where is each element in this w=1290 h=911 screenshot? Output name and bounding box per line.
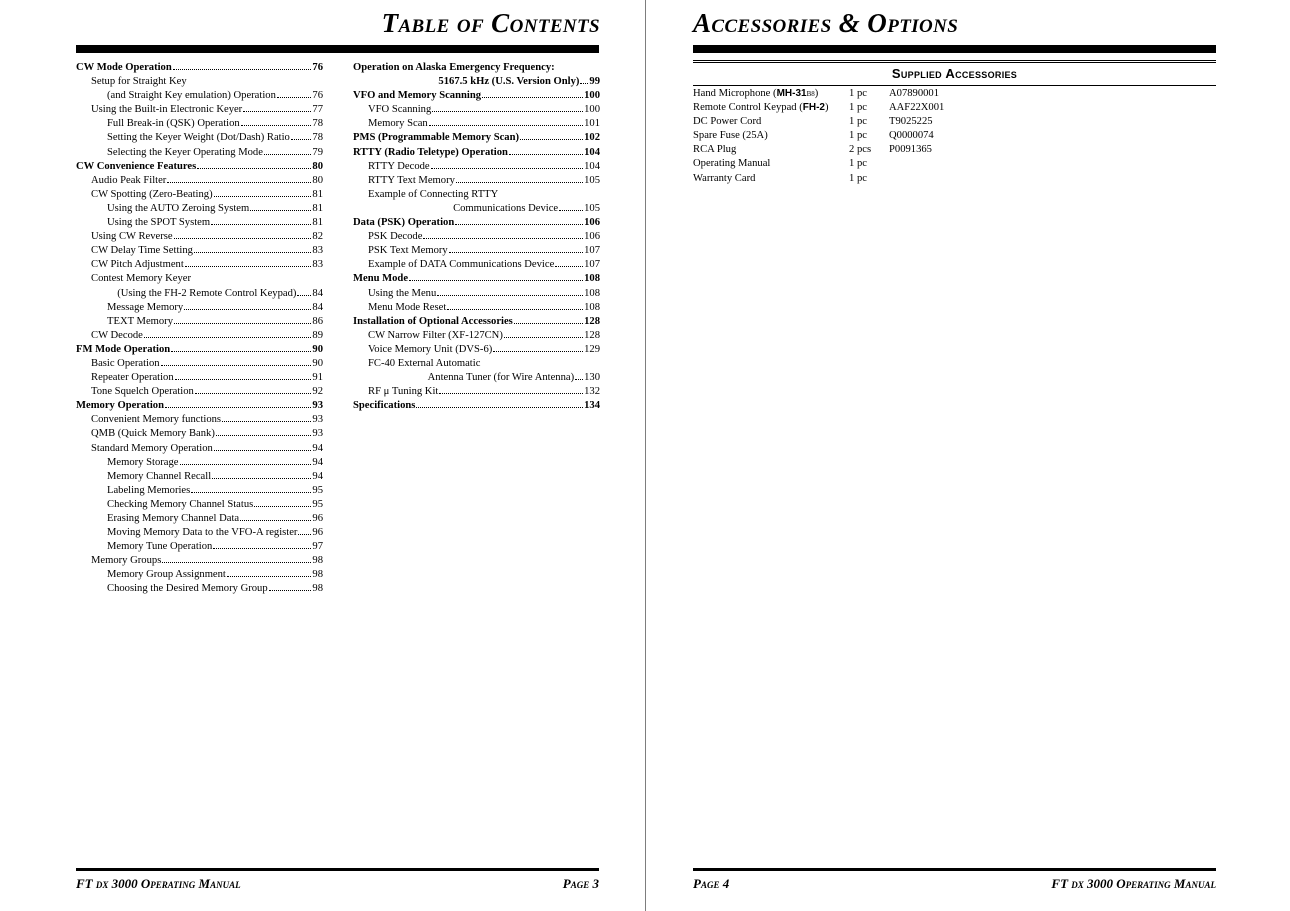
toc-dot-leader bbox=[180, 464, 312, 465]
toc-entry-label: Using the Built-in Electronic Keyer bbox=[91, 104, 243, 116]
toc-entry-label: Example of DATA Communications Device bbox=[368, 259, 555, 271]
toc-entry[interactable] bbox=[76, 413, 323, 427]
toc-entry[interactable] bbox=[353, 315, 600, 329]
toc-page-number: 104 bbox=[584, 146, 600, 158]
toc-page-number: 132 bbox=[584, 386, 600, 398]
toc-entry-label: Using the AUTO Zeroing System bbox=[107, 202, 250, 214]
right-footer-rule bbox=[693, 868, 1216, 871]
toc-entry[interactable] bbox=[353, 146, 600, 160]
toc-dot-leader bbox=[269, 590, 312, 591]
toc-page-number: 94 bbox=[312, 470, 323, 482]
toc-entry[interactable] bbox=[76, 343, 323, 357]
supplied-accessories-table bbox=[693, 87, 1009, 186]
toc-entry[interactable] bbox=[76, 540, 323, 554]
toc-entry-label: QMB (Quick Memory Bank) bbox=[91, 428, 215, 440]
toc-entry-label: CW Spotting (Zero-Beating) bbox=[91, 188, 213, 200]
toc-entry-label: Message Memory bbox=[107, 301, 184, 313]
toc-column-left bbox=[76, 61, 323, 597]
toc-dot-leader bbox=[214, 450, 312, 451]
toc-entry-label: CW Decode bbox=[91, 329, 143, 341]
accessory-part-number: Q0000074 bbox=[889, 130, 934, 142]
toc-page-number: 101 bbox=[584, 118, 600, 130]
toc-column-right bbox=[353, 61, 600, 413]
toc-dot-leader bbox=[185, 266, 312, 267]
toc-entry-label: Memory Tune Operation bbox=[107, 541, 213, 553]
accessory-name bbox=[693, 143, 849, 157]
accessory-name-text: Hand Microphone ( bbox=[693, 88, 777, 99]
toc-dot-leader bbox=[455, 224, 583, 225]
toc-entry-label: (and Straight Key emulation) Operation bbox=[107, 90, 276, 102]
toc-page-number: 93 bbox=[312, 400, 323, 412]
page-spread-divider bbox=[645, 0, 646, 911]
toc-entry[interactable] bbox=[76, 103, 323, 117]
toc-dot-leader bbox=[482, 97, 583, 98]
toc-page-number: 92 bbox=[312, 386, 323, 398]
toc-entry-label: Memory Groups bbox=[91, 555, 162, 567]
toc-entry[interactable] bbox=[76, 582, 323, 596]
toc-entry[interactable] bbox=[353, 287, 600, 301]
toc-page-number: 93 bbox=[312, 428, 323, 440]
right-footer-manual-title: FT dx 3000 Operating Manual bbox=[1051, 876, 1216, 891]
toc-page-number: 96 bbox=[312, 527, 323, 539]
toc-page-number: 81 bbox=[312, 202, 323, 214]
toc-dot-leader bbox=[291, 139, 312, 140]
toc-dot-leader bbox=[297, 295, 311, 296]
toc-dot-leader bbox=[432, 111, 583, 112]
toc-dot-leader bbox=[437, 295, 583, 296]
toc-entry-label: Memory Scan bbox=[368, 118, 428, 130]
toc-dot-leader bbox=[409, 280, 583, 281]
toc-entry[interactable] bbox=[76, 568, 323, 582]
toc-dot-leader bbox=[250, 210, 311, 211]
toc-page-number: 76 bbox=[312, 90, 323, 102]
toc-dot-leader bbox=[214, 196, 312, 197]
toc-dot-leader bbox=[165, 407, 311, 408]
toc-entry[interactable] bbox=[76, 230, 323, 244]
toc-entry[interactable] bbox=[76, 61, 323, 75]
accessory-quantity: 1 pc bbox=[849, 172, 867, 184]
toc-page-number: 98 bbox=[312, 569, 323, 581]
toc-page-number: 106 bbox=[584, 217, 600, 229]
accessory-part-number bbox=[889, 157, 1009, 171]
toc-entry-label: Moving Memory Data to the VFO-A register bbox=[107, 527, 298, 539]
left-footer-manual-title: FT dx 3000 Operating Manual bbox=[76, 876, 241, 891]
toc-entry-label: CW Convenience Features bbox=[76, 160, 197, 172]
accessory-name-close: ) bbox=[814, 88, 819, 99]
accessory-row bbox=[693, 143, 1009, 157]
toc-entry-label: (Using the FH-2 Remote Control Keypad) bbox=[117, 287, 297, 299]
toc-dot-leader bbox=[456, 182, 583, 183]
accessory-name bbox=[693, 101, 849, 115]
toc-entry-label: Using the Menu bbox=[368, 287, 437, 299]
left-footer-page-number: Page 3 bbox=[562, 876, 599, 891]
toc-entry[interactable] bbox=[76, 216, 323, 230]
accessory-quantity: 1 pc bbox=[849, 88, 867, 99]
toc-entry-label: Tone Squelch Operation bbox=[91, 386, 194, 398]
toc-entry[interactable] bbox=[76, 427, 323, 441]
toc-page-number: 81 bbox=[312, 217, 323, 229]
accessory-row bbox=[693, 157, 1009, 171]
toc-page-number: 134 bbox=[584, 400, 600, 412]
toc-entry-label: TEXT Memory bbox=[107, 315, 174, 327]
toc-entry[interactable] bbox=[353, 160, 600, 174]
accessory-quantity: 1 pc bbox=[849, 116, 867, 128]
toc-entry-label: Choosing the Desired Memory Group bbox=[107, 583, 268, 595]
accessory-name-text: Warranty Card bbox=[693, 172, 756, 184]
accessory-name-text: Spare Fuse (25A) bbox=[693, 130, 768, 142]
toc-entry[interactable] bbox=[76, 554, 323, 568]
toc-entry[interactable] bbox=[76, 442, 323, 456]
toc-entry[interactable] bbox=[76, 188, 323, 202]
toc-entry[interactable] bbox=[76, 498, 323, 512]
toc-page-number: 94 bbox=[312, 442, 323, 454]
toc-page-number: 98 bbox=[312, 555, 323, 567]
toc-dot-leader bbox=[194, 252, 311, 253]
toc-page-number: 78 bbox=[312, 132, 323, 144]
toc-dot-leader bbox=[520, 139, 583, 140]
toc-entry-label: Antenna Tuner (for Wire Antenna) bbox=[427, 372, 575, 384]
accessory-row bbox=[693, 87, 1009, 101]
toc-entry[interactable] bbox=[76, 526, 323, 540]
toc-page-number: 100 bbox=[584, 104, 600, 116]
toc-entry-label: Installation of Optional Accessories bbox=[353, 315, 513, 327]
toc-entry-label: Memory Group Assignment bbox=[107, 569, 226, 581]
toc-dot-leader bbox=[431, 168, 583, 169]
toc-entry[interactable] bbox=[76, 89, 323, 103]
toc-entry-label: Audio Peak Filter bbox=[91, 174, 167, 186]
toc-dot-leader bbox=[174, 323, 311, 324]
toc-entry[interactable] bbox=[76, 117, 323, 131]
toc-entry[interactable] bbox=[353, 131, 600, 145]
toc-dot-leader bbox=[439, 393, 583, 394]
accessory-name-text: DC Power Cord bbox=[693, 116, 762, 128]
toc-entry-label: Menu Mode Reset bbox=[368, 301, 447, 313]
toc-dot-leader bbox=[162, 562, 311, 563]
toc-page-number: 91 bbox=[312, 372, 323, 384]
toc-entry[interactable] bbox=[76, 385, 323, 399]
toc-dot-leader bbox=[216, 435, 312, 436]
toc-page-number: 78 bbox=[312, 118, 323, 130]
toc-entry[interactable] bbox=[353, 75, 600, 89]
toc-entry[interactable] bbox=[76, 371, 323, 385]
accessory-name-close: ) bbox=[824, 102, 829, 114]
toc-page-number: 84 bbox=[312, 301, 323, 313]
toc-page-number: 108 bbox=[584, 301, 600, 313]
toc-entry[interactable] bbox=[76, 456, 323, 470]
toc-page-number: 105 bbox=[584, 174, 600, 186]
toc-dot-leader bbox=[212, 478, 311, 479]
toc-page-number: 90 bbox=[312, 343, 323, 355]
toc-entry[interactable] bbox=[353, 301, 600, 315]
toc-entry-label: Memory Channel Recall bbox=[107, 470, 212, 482]
accessories-page-title: Accessories & Options bbox=[693, 8, 959, 38]
toc-dot-leader bbox=[416, 407, 583, 408]
accessory-row bbox=[693, 115, 1009, 129]
toc-entry-label: Menu Mode bbox=[353, 273, 409, 285]
toc-page-number: 128 bbox=[584, 315, 600, 327]
toc-entry[interactable] bbox=[76, 484, 323, 498]
toc-entry[interactable] bbox=[353, 117, 600, 131]
toc-entry[interactable] bbox=[76, 399, 323, 413]
accessories-title-rule bbox=[693, 45, 1216, 53]
toc-page-number: 80 bbox=[312, 174, 323, 186]
toc-page-number: 79 bbox=[312, 146, 323, 158]
toc-entry[interactable] bbox=[76, 357, 323, 371]
toc-page-number: 128 bbox=[584, 329, 600, 341]
toc-entry-label: Voice Memory Unit (DVS-6) bbox=[368, 343, 493, 355]
toc-entry[interactable] bbox=[76, 202, 323, 216]
toc-page-number: 93 bbox=[312, 414, 323, 426]
section-heading-top-rule bbox=[693, 60, 1216, 63]
toc-entry[interactable] bbox=[353, 272, 600, 286]
accessory-name bbox=[693, 115, 849, 129]
accessory-name bbox=[693, 129, 849, 143]
toc-entry[interactable] bbox=[353, 385, 600, 399]
toc-entry[interactable] bbox=[353, 371, 600, 385]
toc-dot-leader bbox=[555, 266, 583, 267]
toc-dot-leader bbox=[184, 309, 311, 310]
toc-entry-label: Specifications bbox=[353, 400, 416, 412]
toc-dot-leader bbox=[167, 182, 311, 183]
toc-entry-label: CW Mode Operation bbox=[76, 62, 172, 73]
toc-page-number: 89 bbox=[312, 329, 323, 341]
toc-entry-label: Repeater Operation bbox=[91, 372, 174, 384]
toc-entry-label: RTTY Decode bbox=[368, 160, 430, 172]
toc-entry-heading-line: FC-40 External Automatic bbox=[368, 357, 481, 369]
accessory-quantity: 1 pc bbox=[849, 158, 867, 170]
toc-entry-label: Labeling Memories bbox=[107, 484, 191, 496]
toc-page-number: 130 bbox=[584, 372, 600, 384]
accessory-model-code: FH-2 bbox=[802, 102, 825, 114]
toc-entry[interactable] bbox=[76, 329, 323, 343]
toc-entry-label: Data (PSK) Operation bbox=[353, 217, 455, 229]
toc-entry[interactable] bbox=[353, 329, 600, 343]
toc-entry-label: Communications Device bbox=[453, 202, 559, 214]
toc-page-number: 94 bbox=[312, 456, 323, 468]
toc-entry[interactable] bbox=[76, 160, 323, 174]
toc-page-number: 83 bbox=[312, 259, 323, 271]
toc-dot-leader bbox=[277, 97, 312, 98]
toc-dot-leader bbox=[514, 323, 583, 324]
toc-dot-leader bbox=[580, 83, 588, 84]
toc-entry-label: CW Pitch Adjustment bbox=[91, 259, 184, 271]
toc-page-number: 102 bbox=[584, 132, 600, 144]
toc-entry-label: 5167.5 kHz (U.S. Version Only) bbox=[438, 76, 580, 88]
toc-page-number: 105 bbox=[584, 202, 600, 214]
toc-entry[interactable] bbox=[76, 301, 323, 315]
toc-entry-label: Convenient Memory functions bbox=[91, 414, 222, 426]
accessory-part-number: AAF22X001 bbox=[889, 102, 945, 114]
toc-dot-leader bbox=[211, 224, 311, 225]
toc-dot-leader bbox=[222, 421, 311, 422]
toc-entry-label: CW Delay Time Setting bbox=[91, 245, 193, 257]
accessory-part-number: A07890001 bbox=[889, 88, 940, 99]
toc-entry-label: RTTY Text Memory bbox=[368, 174, 455, 186]
accessory-row bbox=[693, 101, 1009, 115]
toc-entry[interactable] bbox=[353, 202, 600, 216]
toc-page-title: Table of Contents bbox=[381, 8, 600, 38]
toc-page-number: 76 bbox=[312, 62, 323, 73]
toc-dot-leader bbox=[447, 309, 583, 310]
toc-entry[interactable] bbox=[353, 343, 600, 357]
toc-entry-label: Using the SPOT System bbox=[107, 217, 211, 229]
accessory-part-number bbox=[889, 172, 1009, 186]
toc-dot-leader bbox=[191, 492, 311, 493]
toc-entry-label: Memory Storage bbox=[107, 456, 179, 468]
accessory-name-text: RCA Plug bbox=[693, 144, 737, 156]
toc-page-number: 106 bbox=[584, 231, 600, 243]
toc-dot-leader bbox=[213, 548, 311, 549]
right-footer-page-number: Page 4 bbox=[693, 876, 730, 891]
toc-dot-leader bbox=[161, 365, 312, 366]
toc-title-rule bbox=[76, 45, 599, 53]
accessory-name-text: Operating Manual bbox=[693, 158, 771, 170]
toc-entry-heading-line: Operation on Alaska Emergency Frequency: bbox=[353, 62, 555, 73]
accessory-name bbox=[693, 87, 849, 101]
toc-page-number: 80 bbox=[312, 160, 323, 172]
toc-entry[interactable] bbox=[76, 146, 323, 160]
toc-entry-label: Erasing Memory Channel Data bbox=[107, 513, 240, 524]
toc-page-number: 90 bbox=[312, 357, 323, 369]
toc-dot-leader bbox=[240, 520, 311, 521]
toc-page-number: 96 bbox=[312, 513, 323, 524]
toc-entry[interactable] bbox=[353, 230, 600, 244]
section-heading-bottom-rule bbox=[693, 85, 1216, 86]
toc-entry[interactable] bbox=[353, 89, 600, 103]
toc-page-number: 95 bbox=[312, 498, 323, 510]
toc-dot-leader bbox=[173, 69, 312, 70]
toc-dot-leader bbox=[195, 393, 312, 394]
toc-dot-leader bbox=[254, 506, 311, 507]
toc-dot-leader bbox=[227, 576, 312, 577]
toc-page-number: 108 bbox=[584, 273, 600, 285]
toc-dot-leader bbox=[243, 111, 311, 112]
toc-entry-heading-line: Example of Connecting RTTY bbox=[368, 188, 499, 200]
toc-entry-label: RTTY (Radio Teletype) Operation bbox=[353, 146, 508, 158]
toc-entry-label: Basic Operation bbox=[91, 357, 160, 369]
left-footer-rule bbox=[76, 868, 599, 871]
accessory-name bbox=[693, 172, 849, 186]
toc-dot-leader bbox=[429, 125, 583, 126]
toc-entry[interactable] bbox=[353, 174, 600, 188]
accessory-quantity: 1 pc bbox=[849, 102, 867, 114]
toc-page-number: 100 bbox=[584, 90, 600, 102]
toc-page-number: 104 bbox=[584, 160, 600, 172]
supplied-accessories-heading: Supplied Accessories bbox=[891, 66, 1018, 81]
toc-dot-leader bbox=[197, 168, 311, 169]
toc-entry-label: VFO Scanning bbox=[368, 104, 432, 116]
toc-entry[interactable] bbox=[76, 131, 323, 145]
toc-entry[interactable] bbox=[353, 244, 600, 258]
toc-page-number: 81 bbox=[312, 188, 323, 200]
toc-dot-leader bbox=[175, 379, 312, 380]
toc-entry[interactable] bbox=[76, 315, 323, 329]
accessory-part-number: T9025225 bbox=[889, 116, 933, 128]
toc-entry-label: Setting the Keyer Weight (Dot/Dash) Ratio bbox=[107, 132, 290, 144]
toc-entry-label: Memory Operation bbox=[76, 400, 164, 412]
toc-entry[interactable] bbox=[76, 287, 323, 301]
toc-entry-label: Using CW Reverse bbox=[91, 231, 173, 243]
toc-entry-label: PMS (Programmable Memory Scan) bbox=[353, 132, 520, 144]
toc-dot-leader bbox=[241, 125, 312, 126]
accessory-row bbox=[693, 129, 1009, 143]
accessory-part-number: P0091365 bbox=[889, 144, 932, 156]
accessory-model-code: MH-31 bbox=[776, 88, 807, 99]
toc-page-number: 107 bbox=[584, 259, 600, 271]
toc-dot-leader bbox=[174, 238, 312, 239]
toc-page-number: 77 bbox=[312, 104, 323, 116]
toc-dot-leader bbox=[144, 337, 312, 338]
toc-dot-leader bbox=[423, 238, 583, 239]
toc-entry[interactable] bbox=[76, 258, 323, 272]
accessory-name bbox=[693, 157, 849, 171]
toc-entry-label: Selecting the Keyer Operating Mode bbox=[107, 146, 263, 158]
toc-entry-heading-line: Setup for Straight Key bbox=[91, 76, 187, 88]
accessory-row bbox=[693, 172, 1009, 186]
toc-dot-leader bbox=[449, 252, 583, 253]
toc-dot-leader bbox=[493, 351, 583, 352]
toc-page-number: 99 bbox=[589, 76, 600, 88]
toc-page-number: 107 bbox=[584, 245, 600, 257]
toc-entry-label: VFO and Memory Scanning bbox=[353, 90, 482, 102]
toc-page-number: 108 bbox=[584, 287, 600, 299]
toc-page-number: 83 bbox=[312, 245, 323, 257]
toc-entry-label: RF μ Tuning Kit bbox=[368, 386, 439, 398]
toc-entry-label: PSK Text Memory bbox=[368, 245, 448, 257]
toc-dot-leader bbox=[509, 154, 583, 155]
toc-page-number: 98 bbox=[312, 583, 323, 595]
toc-dot-leader bbox=[264, 154, 311, 155]
toc-page-number: 95 bbox=[312, 484, 323, 496]
accessory-name-text: Remote Control Keypad ( bbox=[693, 102, 803, 114]
toc-entry[interactable] bbox=[353, 103, 600, 117]
toc-dot-leader bbox=[504, 337, 583, 338]
toc-entry[interactable] bbox=[353, 399, 600, 413]
toc-dot-leader bbox=[575, 379, 583, 380]
toc-dot-leader bbox=[559, 210, 583, 211]
toc-entry-label: FM Mode Operation bbox=[76, 343, 171, 355]
toc-entry-label: CW Narrow Filter (XF-127CN) bbox=[368, 329, 503, 341]
toc-entry-label: PSK Decode bbox=[368, 231, 423, 243]
toc-page-number: 82 bbox=[312, 231, 323, 243]
toc-page-number: 97 bbox=[312, 541, 323, 553]
toc-entry-label: Standard Memory Operation bbox=[91, 442, 213, 454]
toc-entry[interactable] bbox=[76, 174, 323, 188]
toc-entry-heading-line: Contest Memory Keyer bbox=[91, 273, 192, 285]
accessory-model-suffix: B8 bbox=[806, 90, 815, 98]
toc-page-number: 86 bbox=[312, 315, 323, 327]
toc-entry[interactable] bbox=[353, 258, 600, 272]
toc-page-number: 84 bbox=[312, 287, 323, 299]
toc-entry-label: Full Break-in (QSK) Operation bbox=[107, 118, 240, 130]
toc-entry[interactable] bbox=[76, 244, 323, 258]
toc-entry[interactable] bbox=[76, 470, 323, 484]
toc-page-number: 129 bbox=[584, 343, 600, 355]
toc-dot-leader bbox=[171, 351, 311, 352]
toc-entry[interactable] bbox=[353, 216, 600, 230]
toc-entry[interactable] bbox=[76, 512, 323, 526]
accessory-quantity: 2 pcs bbox=[849, 144, 872, 156]
accessory-quantity: 1 pc bbox=[849, 130, 867, 142]
toc-entry-label: Checking Memory Channel Status bbox=[107, 498, 254, 510]
toc-dot-leader bbox=[298, 534, 311, 535]
